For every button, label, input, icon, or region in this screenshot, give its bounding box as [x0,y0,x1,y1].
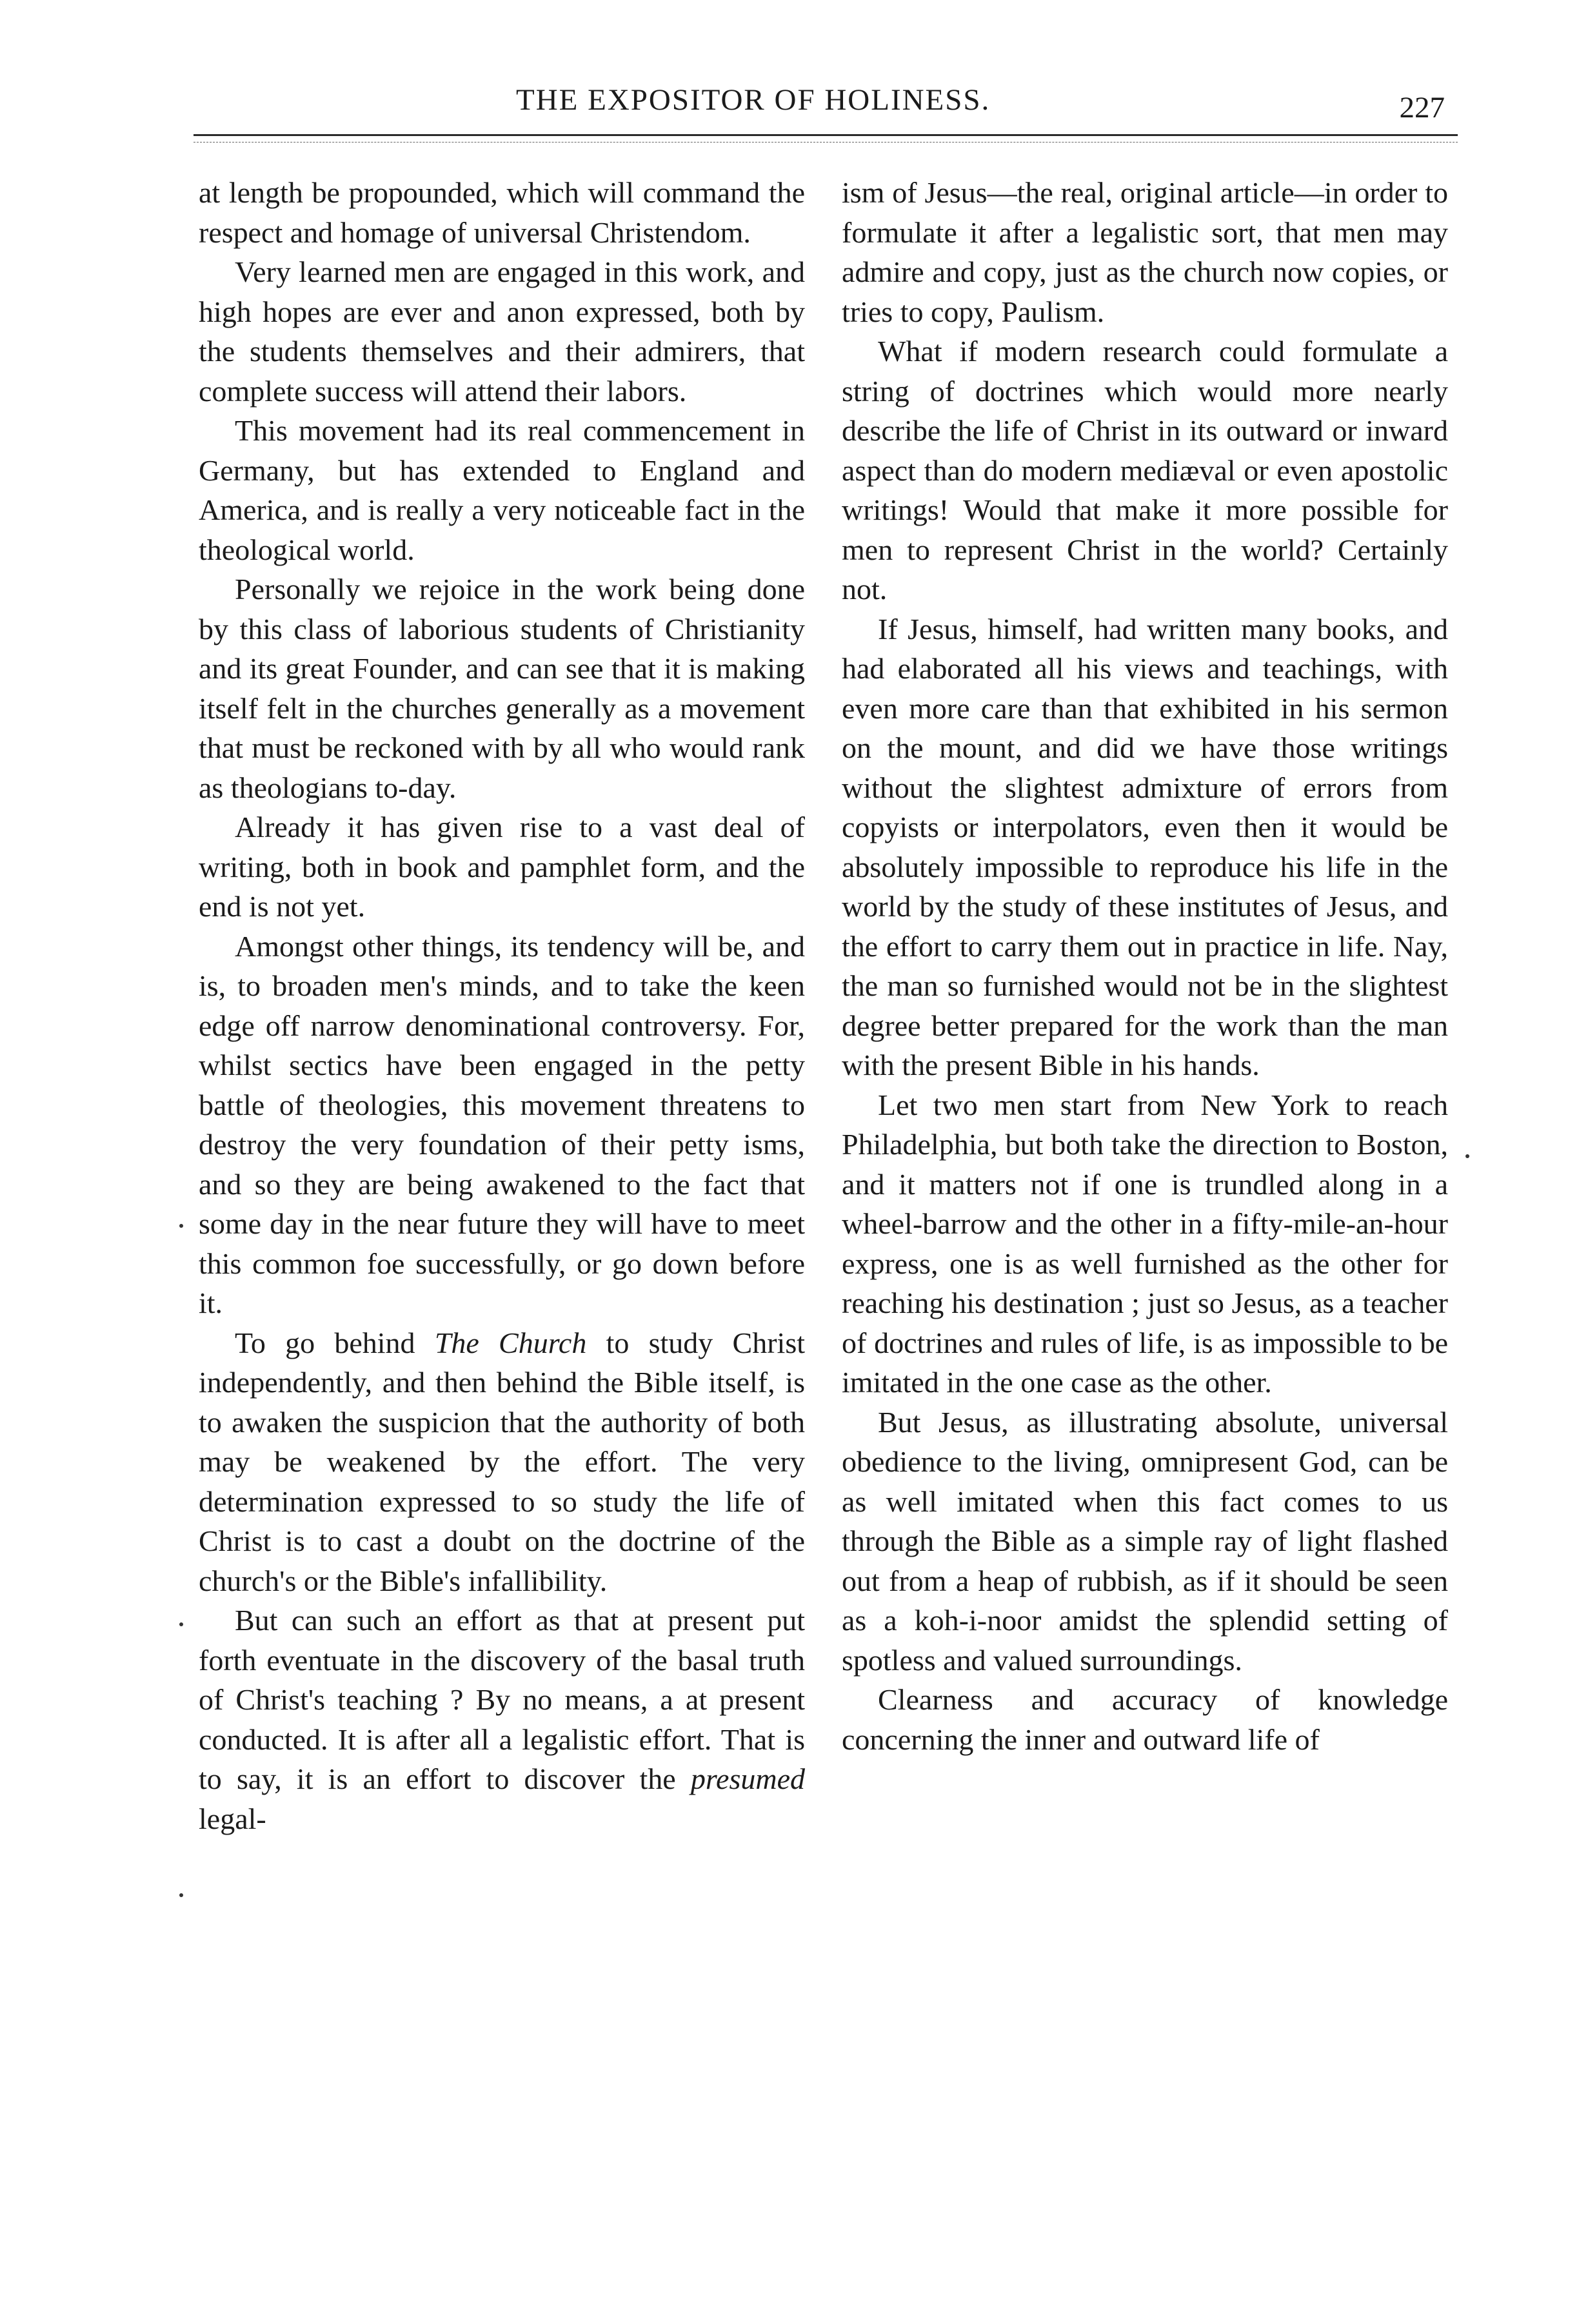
paragraph: Amongst other things, its tendency will be, and is, to broaden men's minds, and to take the keen edge off narrow denominational controversy. For, whilst sectics have been engaged in the petty battle of theologies, this movement threatens to destroy the very foundation of their petty isms, and so they are being awakened to the fact that some day in the near future they will have to meet this common foe successfully, or go down before it. [199,929,805,1319]
paragraph: What if modern research could formulate a string of doctrines which would more nearly describe the life of Christ in its outward or inward aspect than do modern mediæval or even apostolic writings! Would that make it more possible for men to represent Christ in the world? Certainly not. [842,335,1448,606]
right-column [842,173,1448,1759]
paragraph [199,1600,805,1838]
text-run: To go behind [235,1326,435,1359]
paragraph: Let two men start from New York to reach Philadelphia, but both take the direction to Boston, and it matters not if one is trundled along in a wheel-barrow and the other in a fifty-mile-an-hour express, one is as well furnished as the other for reaching his destination ; just so Jesus, as a teacher of doctrines and rules of life, is as impossible to be imitated in the one case as the other. [842,1088,1448,1399]
left-column [199,173,805,1838]
text-run: But can such an effort as that at present put forth eventuate in the discovery of the basal truth of Christ's teaching ? By no means, a at present conducted. It is after all a legalistic effort. That is to say, it is an effort to discover the [199,1604,805,1795]
header-rule-secondary [194,142,1458,143]
margin-speck [179,1893,183,1897]
italic-text: presumed [690,1762,805,1795]
italic-text: The Church [434,1326,587,1359]
margin-speck [179,1224,183,1228]
page-number: 227 [1399,91,1445,124]
paragraph: If Jesus, himself, had written many books, and had elaborated all his views and teachings, with even more care than that exhibited in his sermon on the mount, and did we have those writings without the slightest admixture of errors from copyists or interpolators, even then it would be absolutely impossible to reproduce his life in the world by the study of these institutes of Jesus, and the effort to carry them out in practice in life. Nay, the man so furnished would not be in the slightest degree better prepared for the work than the man with the present Bible in his hands. [842,612,1448,1081]
paragraph: This movement had its real commencement in Germany, but has extended to England and America, and is really a very noticeable fact in the theological world. [199,414,805,566]
paragraph: Personally we rejoice in the work being done by this class of laborious students of Christianity and its great Founder, and can see that it is making itself felt in the churches generally as a movement that must be reckoned with by all who would rank as theologians to-day. [199,573,805,804]
header-rule [194,134,1458,136]
paragraph: But Jesus, as illustrating absolute, universal obedience to the living, omnipresent God, can be as well imitated when this fact comes to us through the Bible as a simple ray of light flashed out from a heap of rubbish, as if it should be seen as a koh-i-noor amidst the splendid setting of spotless and valued surroundings. [842,1405,1448,1677]
paragraph [199,1323,805,1601]
text-run: legal- [199,1802,266,1835]
margin-speck [179,1622,183,1626]
paragraph: at length be propounded, which will command the respect and homage of universal Christendom. [199,176,805,249]
margin-speck [1465,1154,1469,1158]
running-title: THE EXPOSITOR OF HOLINESS. [516,83,991,117]
paragraph: Clearness and accuracy of knowledge concerning the inner and outward life of [842,1683,1448,1756]
page-header [194,83,1458,153]
paragraph: Very learned men are engaged in this work, and high hopes are ever and anon expressed, both by the students themselves and their admirers, that complete success will attend their labors. [199,255,805,408]
paragraph: ism of Jesus—the real, original article—in order to formulate it after a legalistic sort, that men may admire and copy, just as the church now copies, or tries to copy, Paulism. [842,176,1448,328]
text-run: to study Christ independently, and then behind the Bible itself, is to awaken the suspicion that the authority of both may be weakened by the effort. The very determination expressed to so study the life of Christ is to cast a doubt on the doctrine of the church's or the Bible's infallibility. [199,1326,805,1597]
paragraph: Already it has given rise to a vast deal of writing, both in book and pamphlet form, and the end is not yet. [199,811,805,923]
